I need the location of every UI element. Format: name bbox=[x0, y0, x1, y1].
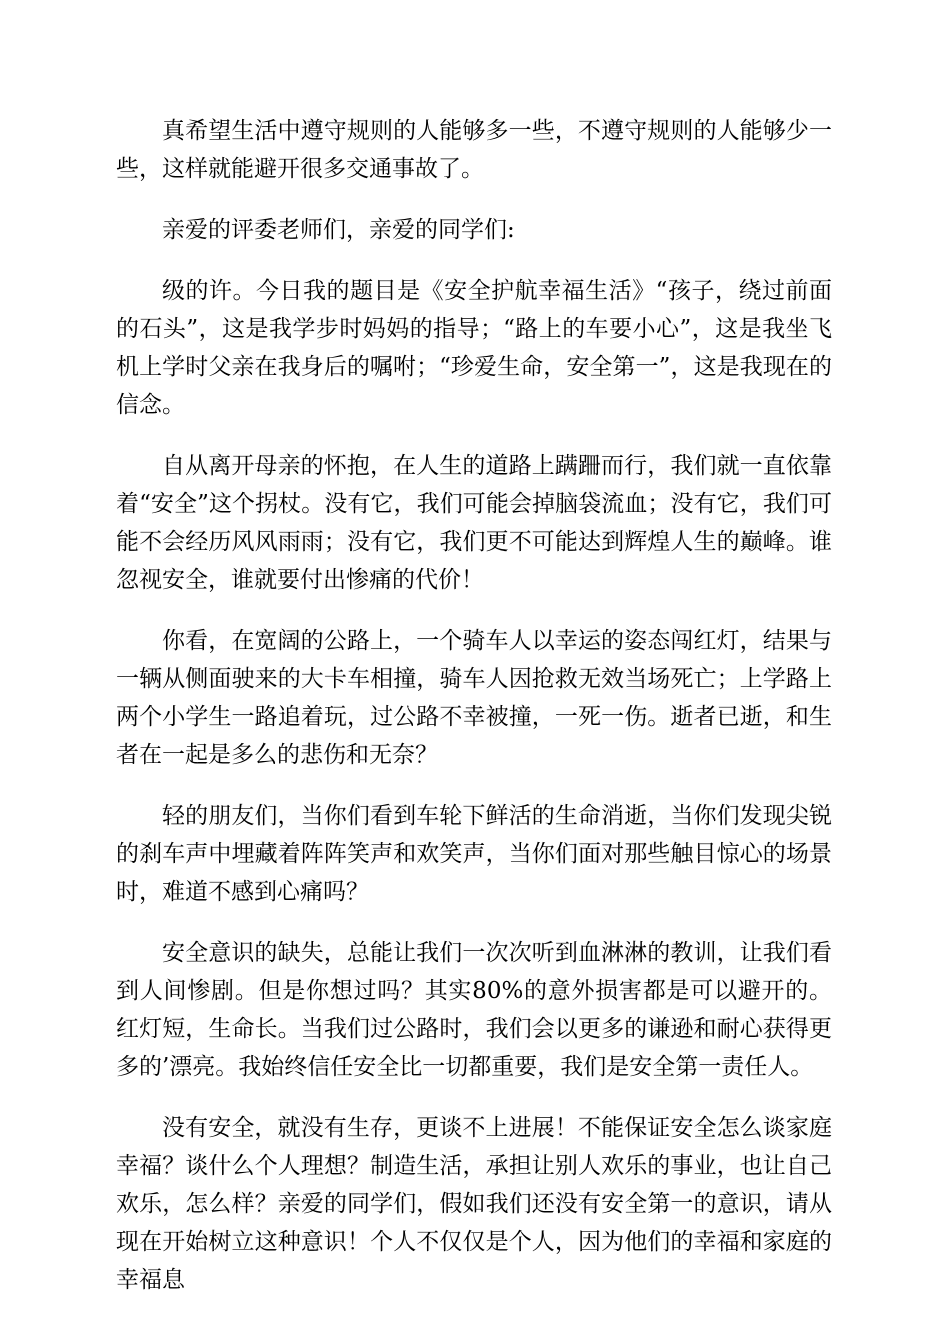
paragraph-5: 你看，在宽阔的公路上，一个骑车人以幸运的姿态闯红灯，结果与一辆从侧面驶来的大卡车相撞，骑车人因抢救无效当场死亡；上学路上两个小学生一路追着玩，过公路不幸被撞，一死一伤。逝者已逝，和生者在一起是多么的悲伤和无奈？ bbox=[116, 628, 832, 768]
paragraph-1: 真希望生活中遵守规则的人能够多一些，不遵守规则的人能够少一些，这样就能避开很多交通事故了。 bbox=[116, 118, 832, 182]
paragraph-8: 没有安全，就没有生存，更谈不上进展！不能保证安全怎么谈家庭幸福？谈什么个人理想？制造生活，承担让别人欢乐的事业，也让自己欢乐，怎么样？亲爱的同学们，假如我们还没有安全第一的意识，请从现在开始树立这种意识！个人不仅仅是个人，因为他们的幸福和家庭的幸福息 bbox=[116, 1115, 832, 1293]
paragraph-4: 自从离开母亲的怀抱，在人生的道路上蹒跚而行，我们就一直依靠着“安全”这个拐杖。没有它，我们可能会掉脑袋流血；没有它，我们可能不会经历风风雨雨；没有它，我们更不可能达到辉煌人生的巅峰。谁忽视安全，谁就要付出惨痛的代价！ bbox=[116, 453, 832, 593]
paragraph-2: 亲爱的评委老师们，亲爱的同学们: bbox=[162, 217, 515, 243]
paragraph-6: 轻的朋友们，当你们看到车轮下鲜活的生命消逝，当你们发现尖锐的刹车声中埋藏着阵阵笑声和欢笑声，当你们面对那些触目惊心的场景时，难道不感到心痛吗？ bbox=[116, 803, 832, 905]
paragraph-7: 安全意识的缺失，总能让我们一次次听到血淋淋的教训，让我们看到人间惨剧。但是你想过吗？其实80%的意外损害都是可以避开的。红灯短，生命长。当我们过公路时，我们会以更多的谦逊和耐心获得更多的’漂亮。我始终信任安全比一切都重要，我们是安全第一责任人。 bbox=[116, 940, 832, 1080]
document-body bbox=[116, 112, 832, 1299]
paragraph-3: 级的许。今日我的题目是《安全护航幸福生活》“孩子，绕过前面的石头”，这是我学步时妈妈的指导；“路上的车要小心”，这是我坐飞机上学时父亲在我身后的嘱咐；“珍爱生命，安全第一”，这是我现在的信念。 bbox=[116, 278, 832, 418]
